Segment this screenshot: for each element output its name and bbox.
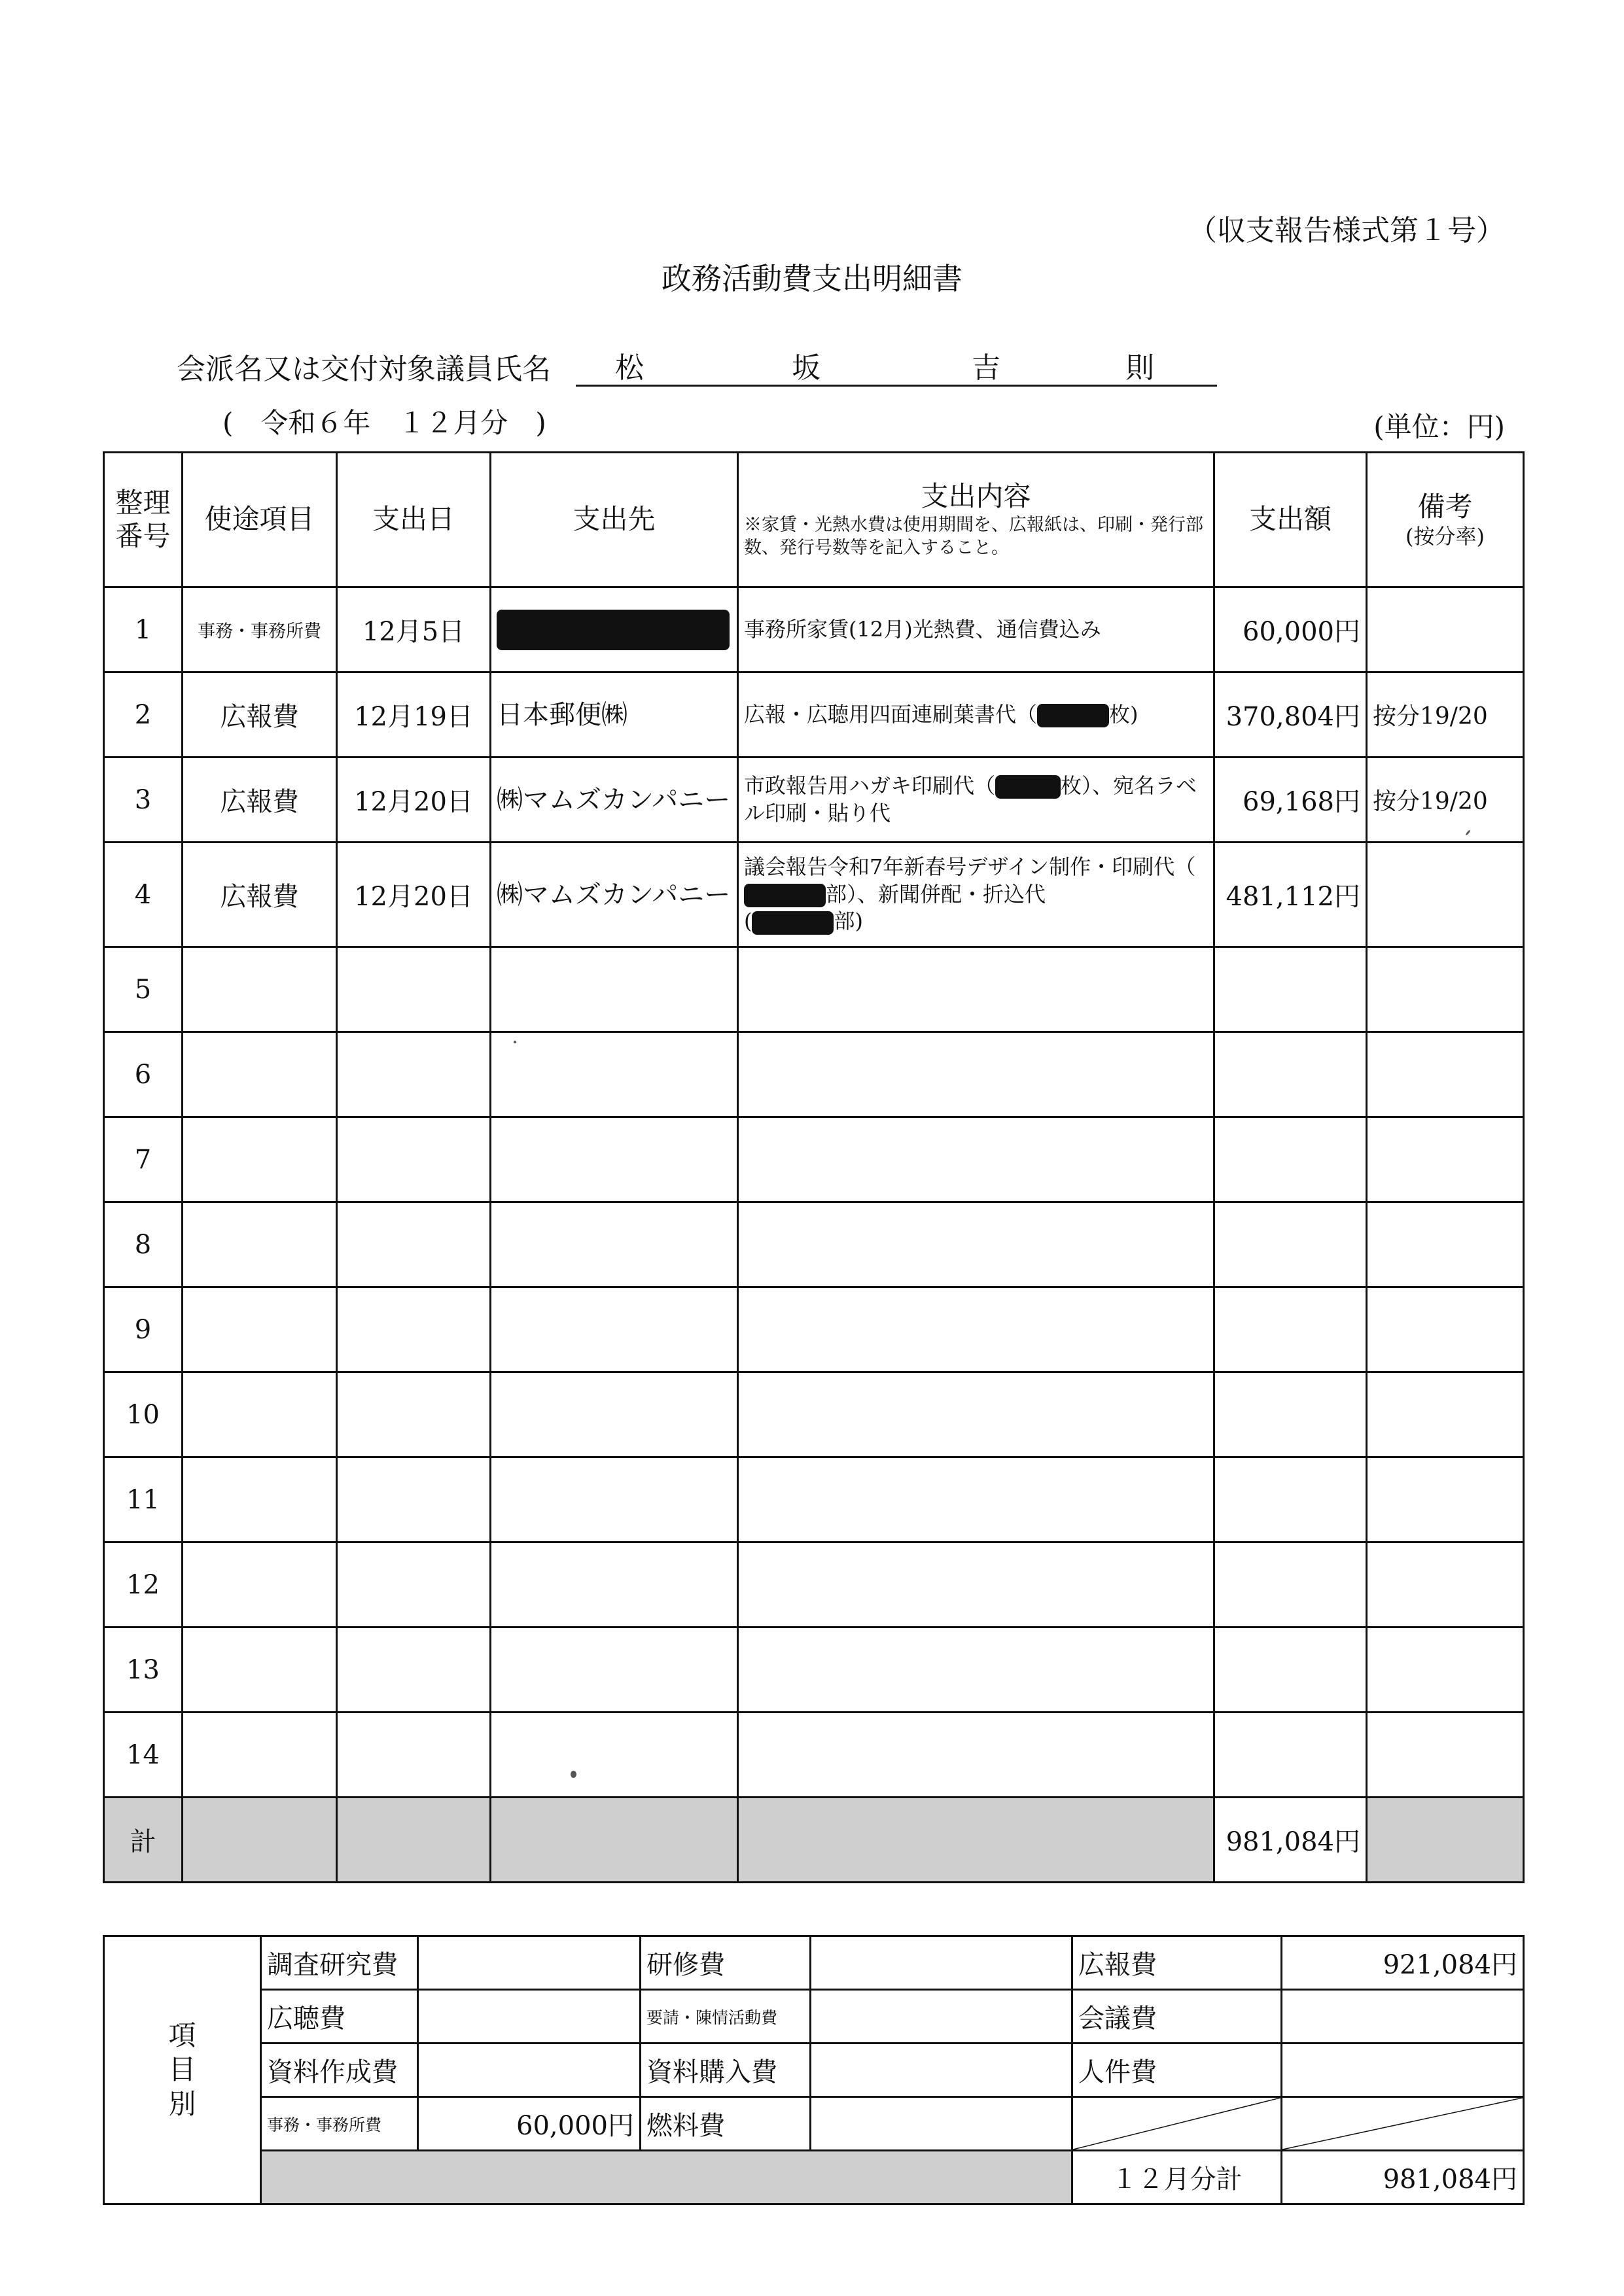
summary-total-row [104, 2151, 1524, 2204]
report-period: ( 令和６年 １２月分 ) [222, 407, 546, 439]
row-no: 11 [104, 1457, 183, 1542]
summary-item-label: 資料購入費 [641, 2044, 811, 2097]
row-amount: 481,112円 [1214, 843, 1367, 947]
table-row [104, 1117, 1524, 1202]
row-date: 12月19日 [337, 672, 491, 757]
member-name-char: 坂 [792, 351, 821, 385]
member-name-label: 会派名又は交付対象議員氏名 [177, 353, 551, 386]
crossed-out-cell [1282, 2097, 1524, 2151]
row-date: 12月20日 [337, 757, 491, 843]
desc-part: 市政報告用ハガキ印刷代（ [744, 773, 996, 798]
summary-item-value [418, 1990, 641, 2044]
summary-item-label: 要請・陳情活動費 [641, 1990, 811, 2044]
unit-label: (単位：円) [1373, 411, 1505, 443]
row-category: 広報費 [183, 843, 337, 947]
row-no: 12 [104, 1542, 183, 1627]
desc-part: 議会報告令和7年新春号デザイン制作・印刷代（ [744, 854, 1196, 880]
summary-item-value [418, 1936, 641, 1990]
row-category: 事務・事務所費 [183, 587, 337, 672]
form-number: （収支報告様式第１号） [1188, 214, 1505, 247]
summary-row [104, 2044, 1524, 2097]
col-header-payee: 支出先 [491, 453, 738, 587]
desc-part: 枚) [1109, 701, 1139, 727]
row-remarks: 按分19/20 [1367, 672, 1524, 757]
document-title: 政務活動費支出明細書 [662, 261, 962, 296]
desc-part: ( [744, 909, 752, 934]
redaction-block [1037, 704, 1109, 727]
desc-part: 部）、新聞併配・折込代 [826, 881, 1046, 907]
summary-item-value [811, 1990, 1072, 2044]
col-header-remarks-sub: (按分率) [1405, 523, 1485, 549]
scan-speck [571, 1771, 576, 1778]
row-description [738, 672, 1214, 757]
table-header-row [104, 453, 1524, 587]
row-payee: 日本郵便㈱ [491, 672, 738, 757]
monthly-total-value: 981,084円 [1282, 2151, 1524, 2204]
desc-part: 広報・広聴用四面連刷葉書代（ [744, 701, 1038, 727]
row-no: 4 [104, 843, 183, 947]
member-name-char: 吉 [972, 351, 1000, 385]
table-row [104, 843, 1524, 947]
monthly-total-label: １２月分計 [1072, 2151, 1282, 2204]
summary-item-label: 調査研究費 [261, 1936, 418, 1990]
total-row [104, 1798, 1524, 1883]
summary-item-label: 燃料費 [641, 2097, 811, 2151]
row-date: 12月20日 [337, 843, 491, 947]
summary-item-value [811, 1936, 1072, 1990]
expense-table [103, 451, 1525, 1883]
col-header-content [738, 453, 1214, 587]
redaction-block [752, 911, 834, 935]
member-name [576, 339, 1217, 387]
summary-shaded-area [261, 2151, 1072, 2204]
table-row [104, 1542, 1524, 1627]
row-date: 12月5日 [337, 587, 491, 672]
col-header-category: 使途項目 [183, 453, 337, 587]
row-no: 10 [104, 1372, 183, 1457]
col-header-content-note: ※家賃・光熱水費は使用期間を、広報紙は、印刷・発行部数、発行号数等を記入すること。 [744, 514, 1203, 558]
summary-item-label: 事務・事務所費 [261, 2097, 418, 2151]
col-header-content-title: 支出内容 [921, 480, 1031, 513]
row-no: 7 [104, 1117, 183, 1202]
row-no: 13 [104, 1627, 183, 1713]
category-summary-table [103, 1935, 1525, 2205]
summary-item-label: 資料作成費 [261, 2044, 418, 2097]
row-remarks: 按分19/20 [1367, 757, 1524, 843]
table-row [104, 1372, 1524, 1457]
summary-item-label: 会議費 [1072, 1990, 1282, 2044]
summary-item-value [1282, 2044, 1524, 2097]
row-category: 広報費 [183, 757, 337, 843]
table-row [104, 1202, 1524, 1287]
summary-item-value [811, 2044, 1072, 2097]
summary-item-value [1282, 1990, 1524, 2044]
row-description [738, 757, 1214, 843]
row-amount: 69,168円 [1214, 757, 1367, 843]
row-description: 事務所家賃(12月)光熱費、通信費込み [738, 587, 1214, 672]
desc-part: 枚）、宛名ラベル印刷・貼り代 [744, 773, 1197, 826]
row-amount: 370,804円 [1214, 672, 1367, 757]
row-no: 9 [104, 1287, 183, 1372]
table-row [104, 1457, 1524, 1542]
row-no: 6 [104, 1032, 183, 1117]
row-no: 14 [104, 1713, 183, 1798]
col-header-date: 支出日 [337, 453, 491, 587]
summary-item-label: 人件費 [1072, 2044, 1282, 2097]
summary-side-label-text: 項目別 [168, 2019, 196, 2120]
row-payee: ㈱マムズカンパニー [491, 843, 738, 947]
redaction-block [995, 775, 1061, 799]
col-header-remarks-title: 備考 [1417, 491, 1473, 523]
row-no: 2 [104, 672, 183, 757]
member-name-char: 則 [1125, 351, 1154, 385]
summary-item-value [418, 2044, 641, 2097]
summary-item-label: 研修費 [641, 1936, 811, 1990]
row-description [738, 843, 1214, 947]
summary-row [104, 1936, 1524, 1990]
row-no: 8 [104, 1202, 183, 1287]
summary-side-label [104, 1936, 261, 2204]
row-amount: 60,000円 [1214, 587, 1367, 672]
table-row [104, 1032, 1524, 1117]
scan-speck [514, 1041, 516, 1043]
row-category: 広報費 [183, 672, 337, 757]
member-name-char: 松 [615, 351, 644, 385]
summary-row [104, 2097, 1524, 2151]
redaction-block [744, 884, 826, 907]
row-payee [491, 587, 738, 672]
total-amount: 981,084円 [1214, 1798, 1367, 1883]
row-remarks [1367, 843, 1524, 947]
summary-row [104, 1990, 1524, 2044]
summary-item-value: 921,084円 [1282, 1936, 1524, 1990]
col-header-remarks [1367, 453, 1524, 587]
row-remarks [1367, 587, 1524, 672]
table-row [104, 1713, 1524, 1798]
summary-item-value [811, 2097, 1072, 2151]
col-header-no: 整理番号 [104, 453, 183, 587]
col-header-amount: 支出額 [1214, 453, 1367, 587]
row-payee: ㈱マムズカンパニー [491, 757, 738, 843]
row-no: 5 [104, 947, 183, 1032]
table-row [104, 587, 1524, 672]
table-row [104, 1627, 1524, 1713]
redaction-block [497, 610, 730, 650]
desc-part: 部) [834, 909, 863, 934]
table-row [104, 1287, 1524, 1372]
summary-item-label: 広報費 [1072, 1936, 1282, 1990]
table-row [104, 672, 1524, 757]
table-row [104, 757, 1524, 843]
summary-item-value: 60,000円 [418, 2097, 641, 2151]
row-no: 1 [104, 587, 183, 672]
crossed-out-cell [1072, 2097, 1282, 2151]
table-row [104, 947, 1524, 1032]
row-no: 3 [104, 757, 183, 843]
total-label: 計 [104, 1798, 183, 1883]
summary-item-label: 広聴費 [261, 1990, 418, 2044]
